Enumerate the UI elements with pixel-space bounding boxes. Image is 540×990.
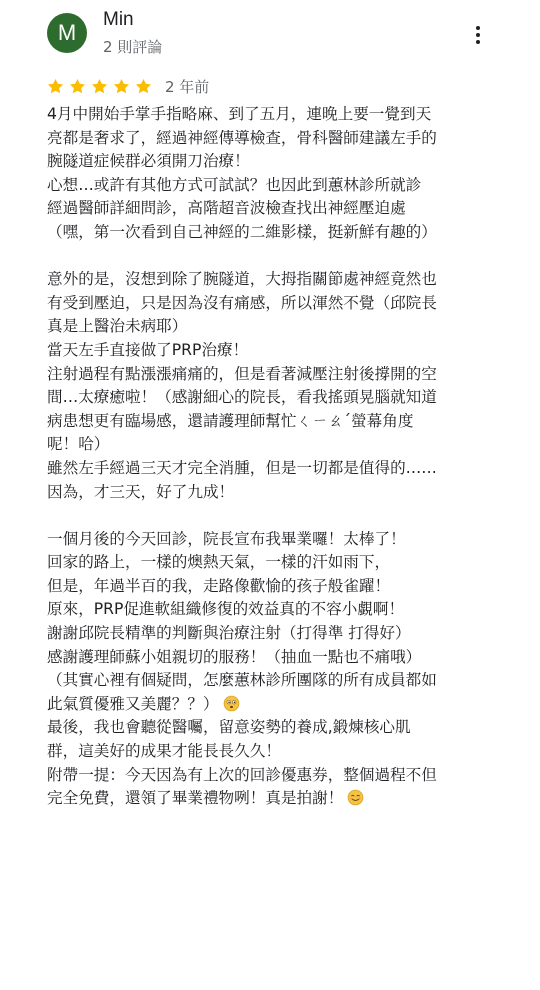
review-line: 感謝護理師蘇小姐親切的服務！（抽血一點也不痛哦） (47, 647, 422, 666)
avatar[interactable]: M (47, 13, 87, 53)
review-text (47, 103, 497, 811)
review-line: 此氣質優雅又美麗？？） (47, 693, 497, 717)
review-line: 亮都是奢求了，經過神經傳導檢查，骨科醫師建議左手的 (47, 128, 437, 147)
review-line: 回家的路上，一樣的燠熱天氣，一樣的汗如雨下， (47, 553, 391, 572)
review-line: 經過醫師詳細問診，高階超音波檢查找出神經壓迫處 (47, 199, 406, 218)
smiling-face-emoji (347, 789, 364, 806)
star-rating (46, 77, 153, 96)
review-line: 一個月後的今天回診，院長宣布我畢業囉！太棒了！ (47, 529, 406, 548)
review-header (0, 0, 540, 70)
review-line: 原來，PRP促進軟組織修復的效益真的不容小覷啊！ (47, 600, 405, 619)
review-line: 4月中開始手掌手指略麻、到了五月，連晚上要一覺到天 (47, 105, 432, 123)
review-line: （嘿，第一次看到自己神經的二維影樣，挺新鮮有趣的） (47, 222, 437, 241)
review-line: 意外的是，沒想到除了腕隧道，大拇指關節處神經竟然也 (47, 270, 437, 289)
review-count: 2 則評論 (103, 38, 163, 56)
more-options-button[interactable] (466, 20, 490, 50)
more-vert-icon (476, 26, 480, 30)
star-icon (46, 77, 65, 96)
review-line: 呢！哈） (47, 435, 110, 454)
user-name[interactable]: Min (103, 9, 134, 30)
thinking-face-emoji (223, 695, 240, 712)
review-line: 謝謝邱院長精準的判斷與治療注射（打得準 打得好） (47, 624, 411, 643)
review-line: 雖然左手經過三天才完全消腫，但是一切都是值得的…… (47, 458, 437, 477)
review-line: 但是，年過半百的我，走路像歡愉的孩子般雀躍！ (47, 576, 391, 595)
review-date: 2 年前 (165, 77, 210, 96)
review-line (47, 504, 497, 528)
more-vert-icon-dot (476, 40, 480, 44)
star-icon (134, 77, 153, 96)
star-icon (112, 77, 131, 96)
review-line (47, 245, 497, 269)
review-line: 真是上醫治未病耶） (47, 317, 188, 336)
review-line: 注射過程有點漲漲痛痛的，但是看著減壓注射後撐開的空 (47, 364, 437, 383)
review-line: 腕隧道症候群必須開刀治療！ (47, 152, 250, 171)
review-line: 附帶一提：今天因為有上次的回診優惠券，整個過程不但 (47, 765, 437, 784)
star-icon (68, 77, 87, 96)
review-line: （其實心裡有個疑問，怎麼蕙林診所團隊的所有成員都如 (47, 671, 437, 690)
review-line: 心想…或許有其他方式可試試？也因此到蕙林診所就診 (47, 175, 422, 194)
rating-row (46, 75, 209, 97)
review-line: 有受到壓迫，只是因為沒有痛感，所以渾然不覺（邱院長 (47, 293, 437, 312)
review-line: 最後，我也會聽從醫囑，留意姿勢的養成,鍛煉核心肌 (47, 718, 411, 737)
review-line: 完全免費，還領了畢業禮物咧！真是拍謝！ (47, 787, 497, 811)
review-line: 間…太療癒啦！（感謝細心的院長，看我搖頭晃腦就知道 (47, 388, 437, 407)
review-line: 病患想更有臨場感，還請護理師幫忙ㄑㄧㄠˊ螢幕角度 (47, 411, 414, 430)
review-line: 群，這美好的成果才能長長久久！ (47, 742, 281, 761)
more-vert-icon-dot (476, 33, 480, 37)
review-line: 當天左手直接做了PRP治療！ (47, 340, 249, 359)
review-line: 因為，才三天，好了九成！ (47, 482, 235, 501)
star-icon (90, 77, 109, 96)
